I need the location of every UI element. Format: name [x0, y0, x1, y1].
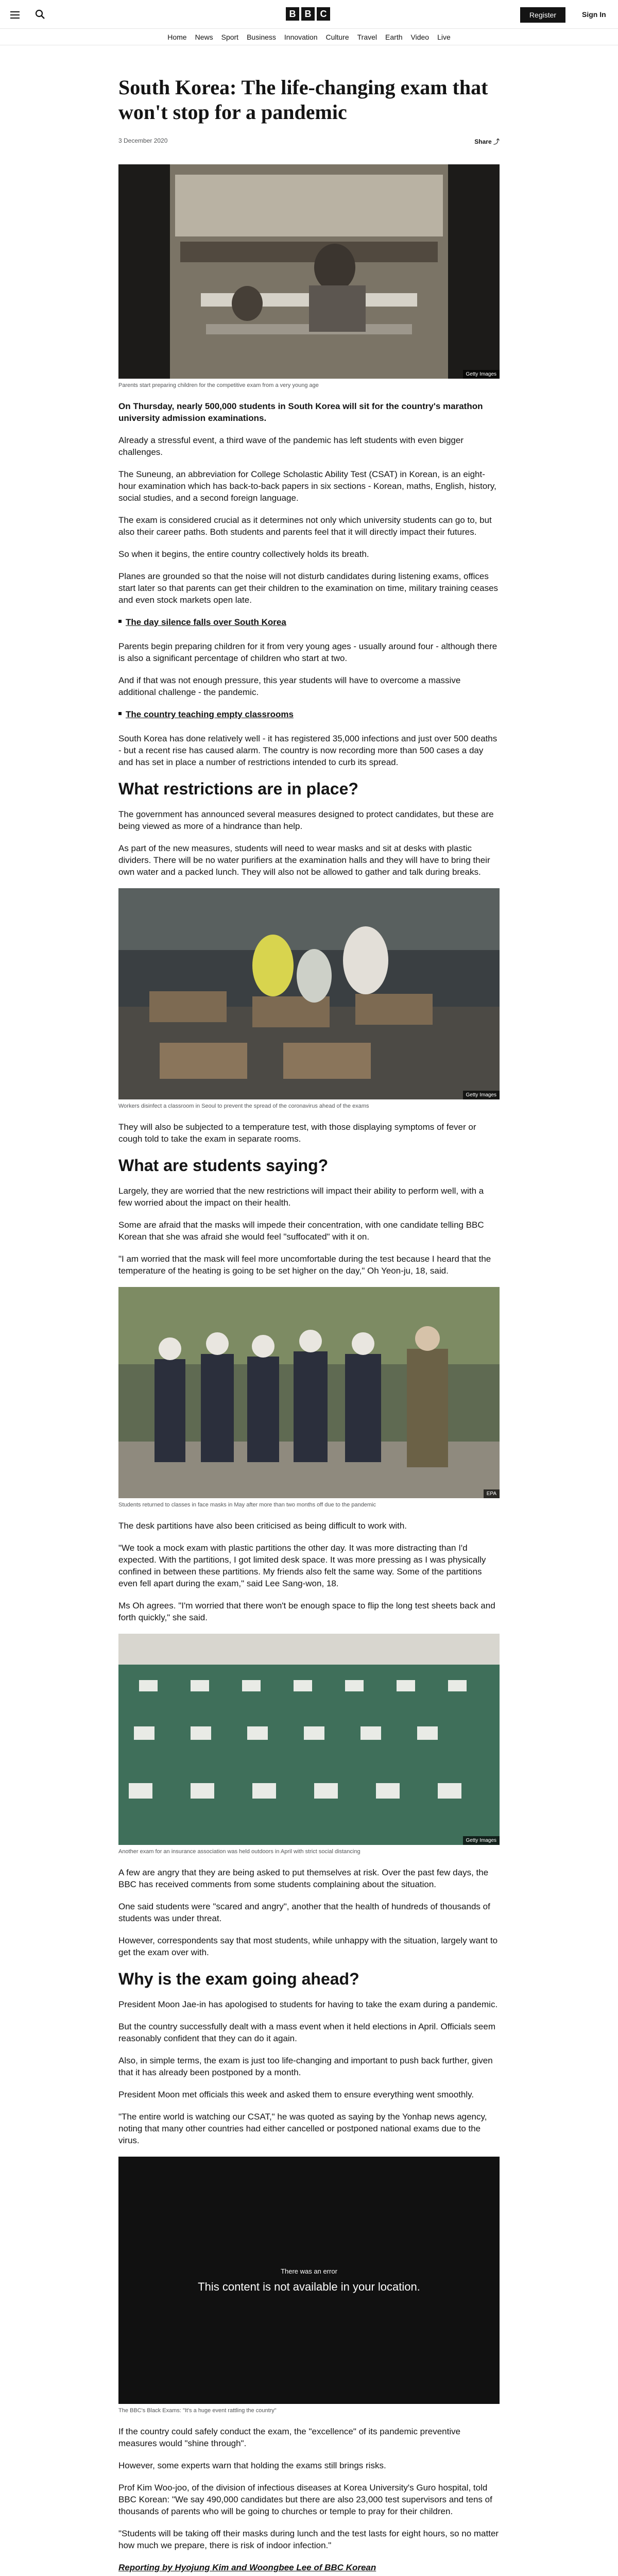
share-button[interactable]: Share ⤴: [474, 138, 500, 145]
image-caption: Workers disinfect a classroom in Seoul to prevent the spread of the coronavirus ahead of the exams: [118, 1103, 369, 1109]
register-button[interactable]: Register: [520, 7, 565, 23]
article-paragraph: A few are angry that they are being asked to put themselves at risk. Over the past few days, the BBC has received comments from some students complaining about the situation.: [118, 1868, 489, 1889]
nav-item-travel[interactable]: Travel: [357, 32, 377, 41]
video-error-message: This content is not available in your location.: [198, 2280, 420, 2293]
section-heading: What are students saying?: [118, 1156, 329, 1175]
image-caption: Parents start preparing children for the competitive exam from a very young age: [118, 382, 319, 388]
photo-students-queue: [118, 1287, 500, 1498]
article-paragraph: However, some experts warn that holding the exams still brings risks.: [118, 2461, 386, 2470]
article-paragraph: "The entire world is watching our CSAT," he was quoted as saying by the Yonhap news agency, noting that many other countries had either cancelled or postponed national exams due to the virus.: [118, 2112, 487, 2145]
article-paragraph: Planes are grounded so that the noise will not disturb candidates during listening exams, offices start later so that parents can get their children to the examination on time, military training ceases and even stock markets open late.: [118, 571, 499, 605]
sign-in-link[interactable]: Sign In: [582, 10, 606, 19]
article-paragraph: Already a stressful event, a third wave of the pandemic has left students with even bigger challenges.: [118, 435, 464, 457]
nav-item-business[interactable]: Business: [247, 32, 276, 41]
image-credit: EPA: [484, 1489, 500, 1498]
photo-students-studying: [118, 164, 500, 379]
article-paragraph: The government has announced several measures designed to protect candidates, but these are being viewed as more of a hindrance than help.: [118, 809, 494, 831]
section-heading: Why is the exam going ahead?: [118, 1970, 359, 1988]
article-paragraph: President Moon met officials this week and asked them to ensure everything went smoothly.: [118, 2090, 474, 2099]
article-paragraph: They will also be subjected to a temperature test, with those displaying symptoms of fever or cough told to take the exam in separate rooms.: [118, 1122, 476, 1144]
article-paragraph: President Moon Jae-in has apologised to students for having to take the exam during a pandemic.: [118, 1999, 498, 2009]
article-paragraph: Ms Oh agrees. "I'm worried that there won't be enough space to flip the long test sheets back and forth quickly," she said.: [118, 1601, 495, 1622]
bbc-logo[interactable]: B B C: [286, 7, 330, 21]
image-caption: Students returned to classes in face masks in May after more than two months off due to the pandemic: [118, 1502, 376, 1508]
article-paragraph: If the country could safely conduct the exam, the "excellence" of its pandemic preventive measures would "shine through".: [118, 2427, 461, 2448]
article-headline: South Korea: The life-changing exam that won't stop for a pandemic: [118, 76, 488, 124]
article-paragraph: The desk partitions have also been criticised as being difficult to work with.: [118, 1521, 407, 1531]
article-paragraph: Prof Kim Woo-joo, of the division of infectious diseases at Korea University's Guro hospital, told BBC Korean: "We say 490,000 candidates but there are also 23,000 test supervisors and tens of thousands of parents who will be going to churches or temple to pray for their children.: [118, 2483, 492, 2516]
figure-video: [118, 2157, 500, 2414]
section-heading: What restrictions are in place?: [118, 779, 358, 798]
nav-item-culture[interactable]: Culture: [325, 32, 349, 41]
article-paragraph: "I am worried that the mask will feel more uncomfortable during the test because I heard that the temperature of the heating is going to be set higher on the day," Oh Yeon-ju, 18, said.: [118, 1254, 491, 1276]
article-paragraph: One said students were "scared and angry", another that the health of hundreds of thousands of students was under threat.: [118, 1902, 490, 1923]
image-credit: Getty Images: [463, 1836, 500, 1845]
nav-item-home[interactable]: Home: [167, 32, 187, 41]
nav-item-sport[interactable]: Sport: [221, 32, 239, 41]
search-icon[interactable]: [35, 9, 45, 20]
nav-item-news[interactable]: News: [195, 32, 213, 41]
photo-outdoor-exam: [118, 1634, 500, 1845]
video-caption: The BBC's Black Exams: "It's a huge event rattling the country": [118, 2408, 277, 2414]
figure-students-classroom: [118, 164, 500, 389]
image-caption: Another exam for an insurance association was held outdoors in April with strict social distancing: [118, 1849, 360, 1855]
article-paragraph: But the country successfully dealt with a mass event when it held elections in April. Officials seem reasonably confident that they can do it again.: [118, 2022, 495, 2043]
nav-item-live[interactable]: Live: [437, 32, 451, 41]
video-error-title: There was an error: [281, 2267, 337, 2275]
article-paragraph: The exam is considered crucial as it determines not only which university students can go to, but also their career paths. Both students and parents feel that it will directly impact their futures.: [118, 515, 492, 537]
article-meta: [118, 137, 500, 146]
article-date: 3 December 2020: [118, 137, 168, 144]
figure-outdoor-exam: [118, 1634, 500, 1855]
figure-students-masks: [118, 1287, 500, 1509]
article-paragraph: Also, in simple terms, the exam is just too life-changing and important to push back further, given that it has already been postponed by a month.: [118, 2056, 493, 2077]
nav-item-innovation[interactable]: Innovation: [284, 32, 318, 41]
image-credit: Getty Images: [463, 370, 500, 379]
related-article-link[interactable]: The country teaching empty classrooms: [118, 708, 500, 720]
image-credit: Getty Images: [463, 1091, 500, 1099]
main-nav: [0, 29, 618, 45]
article-paragraph: And if that was not enough pressure, this year students will have to overcome a massive additional challenge - the pandemic.: [118, 675, 461, 697]
related-article-link[interactable]: The day silence falls over South Korea: [118, 616, 500, 628]
top-bar: [0, 0, 618, 29]
photo-workers-disinfect: [118, 888, 500, 1099]
article-paragraph: "Students will be taking off their masks during lunch and the test lasts for eight hours, so no matter how much we prepare, there is risk of indoor infection.": [118, 2529, 499, 2550]
video-player[interactable]: [118, 2157, 500, 2404]
nav-item-video[interactable]: Video: [410, 32, 430, 41]
article-paragraph: On Thursday, nearly 500,000 students in South Korea will sit for the country's marathon university admission examinations.: [118, 401, 483, 423]
article-paragraph: The Suneung, an abbreviation for College Scholastic Ability Test (CSAT) in Korean, is an eight-hour examination which has back-to-back papers in six sections - Korean, maths, English, history, social studies, and a second foreign language.: [118, 469, 496, 503]
menu-icon[interactable]: [10, 11, 20, 21]
article: [118, 45, 500, 2576]
article-paragraph: Some are afraid that the masks will impede their concentration, with one candidate telling BBC Korean that she was afraid she would feel "suffocated" with it on.: [118, 1220, 484, 1242]
article-paragraph: "We took a mock exam with plastic partitions the other day. It was more distracting than I'd expected. With the partitions, I got limited desk space. It was more pressing as I was physically confined in between these partitions. My friends also felt the same way. Some of the partitions even fell apart during the exam," said Lee Sang-won, 18.: [118, 1543, 486, 1588]
figure-disinfecting: [118, 888, 500, 1110]
article-paragraph: As part of the new measures, students will need to wear masks and sit at desks with plastic dividers. There will be no water purifiers at the examination halls and they will have to bring their own water and a packed lunch. They will also not be allowed to gather and talk during breaks.: [118, 843, 490, 877]
article-paragraph: Largely, they are worried that the new restrictions will impact their ability to perform well, with a few worried about the impact on their health.: [118, 1186, 484, 1208]
article-paragraph: Parents begin preparing children for it from very young ages - usually around four - although there is also a significant percentage of children who start at two.: [118, 641, 497, 663]
nav-item-earth[interactable]: Earth: [385, 32, 403, 41]
article-paragraph: So when it begins, the entire country collectively holds its breath.: [118, 549, 369, 559]
article-byline: Reporting by Hyojung Kim and Woongbee Lee of BBC Korean: [118, 2563, 376, 2572]
article-paragraph: However, correspondents say that most students, while unhappy with the situation, largely want to get the exam over with.: [118, 1936, 498, 1957]
article-paragraph: South Korea has done relatively well - it has registered 35,000 infections and just over 500 deaths - but a recent rise has caused alarm. The country is now recording more than 500 cases a day and has set in place a number of restrictions intended to curb its spread.: [118, 734, 497, 767]
